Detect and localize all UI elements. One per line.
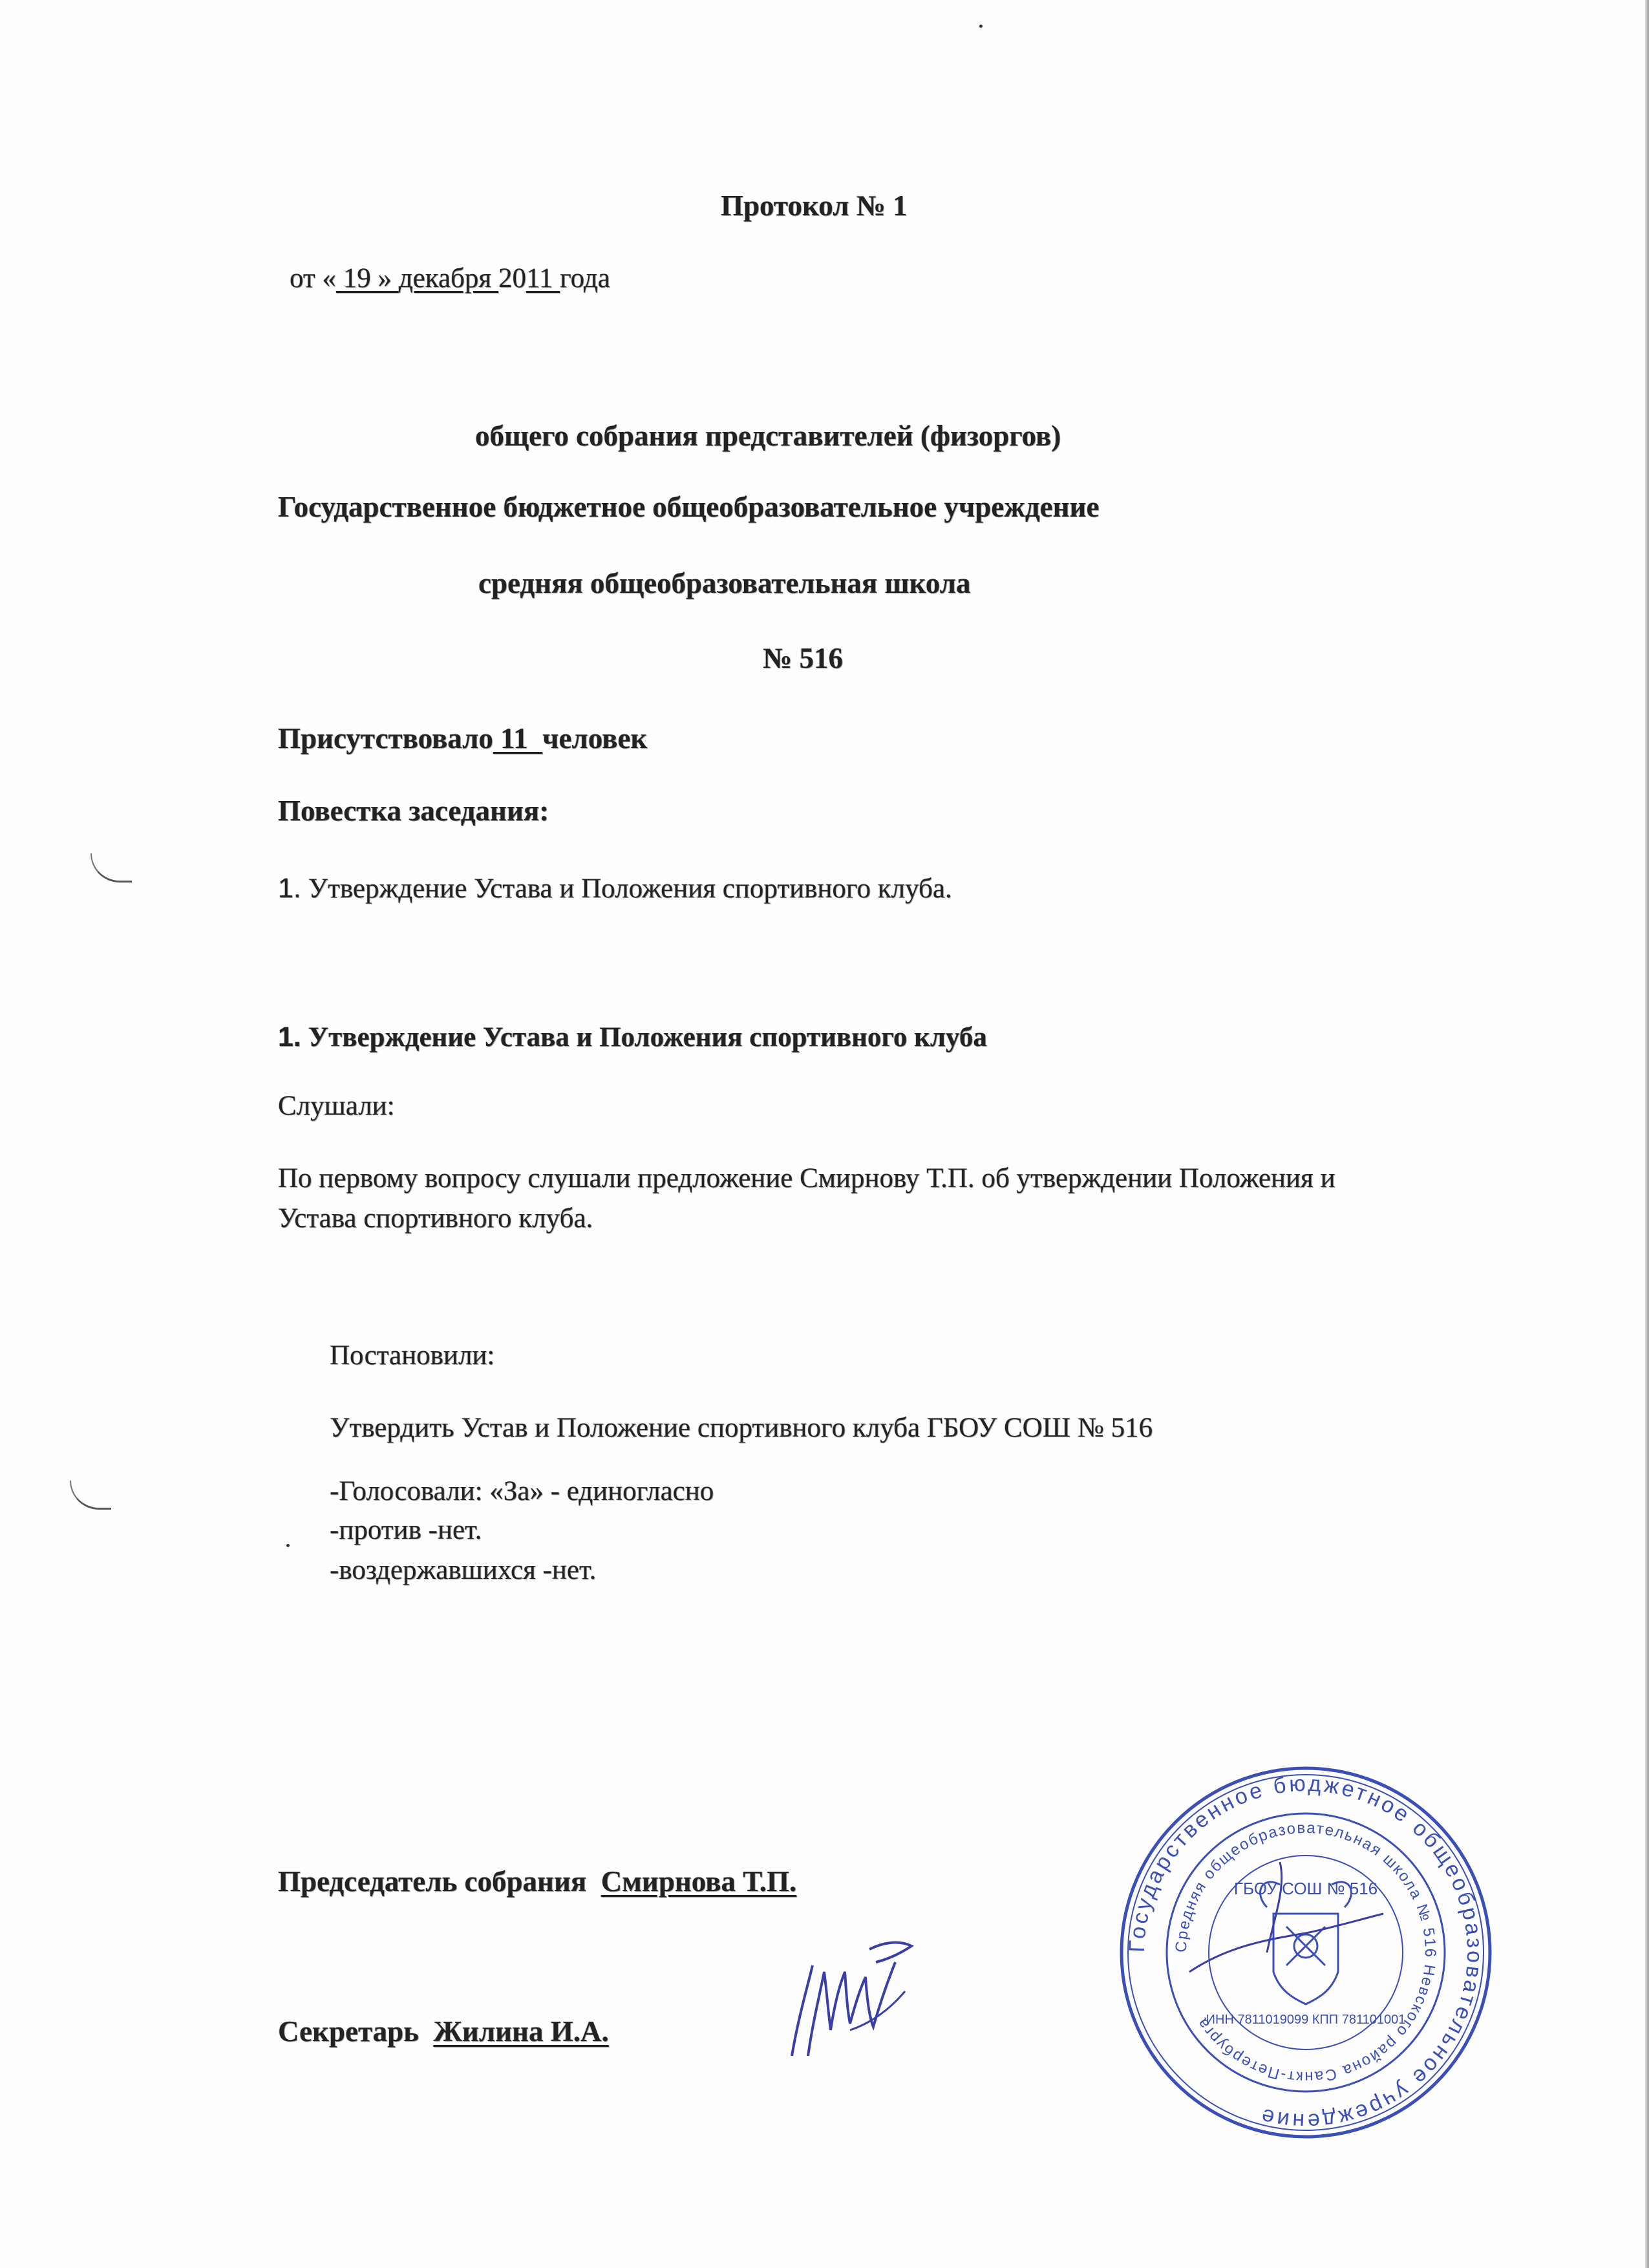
attendance-unit: человек xyxy=(542,722,648,754)
stamp-inner-text: Средняя общеобразовательная школа № 516 Невского района Санкт-Петербурга xyxy=(1172,1819,1440,2086)
document-title: Протокол № 1 xyxy=(721,189,908,222)
heard-label: Слушали: xyxy=(278,1091,395,1121)
attendance-line xyxy=(278,722,647,755)
secretary-label: Секретарь xyxy=(278,2015,419,2048)
date-month: декабря xyxy=(398,263,498,294)
date-prefix: от « xyxy=(290,263,336,294)
org-line-1: общего собрания представителей (физоргов) xyxy=(475,420,1061,452)
date-sep: » xyxy=(378,263,399,294)
section-heading xyxy=(278,1022,987,1053)
decided-text: Утвердить Устав и Положение спортивного клуба ГБОУ СОШ № 516 xyxy=(330,1413,1153,1443)
scan-speck xyxy=(286,1544,290,1547)
stamp-outer-text: Государственное бюджетное общеобразовательное учреждение xyxy=(1124,1771,1487,2134)
date-year-b: 11 xyxy=(526,263,560,294)
scan-edge xyxy=(1645,0,1649,2268)
date-year-a: 20 xyxy=(498,263,526,294)
agenda-item xyxy=(278,873,952,904)
heard-text-line-2: Устава спортивного клуба. xyxy=(278,1203,593,1234)
date-day: 19 xyxy=(335,263,378,294)
agenda-item-text: Утверждение Устава и Положения спортивного клуба. xyxy=(308,873,952,904)
org-line-2: Государственное бюджетное общеобразовательное учреждение xyxy=(278,491,1100,523)
section-title: Утверждение Устава и Положения спортивного клуба xyxy=(308,1022,987,1053)
date-suffix: года xyxy=(560,263,610,294)
chair-name: Смирнова Т.П. xyxy=(601,1865,797,1898)
stamp-abbr: ГБОУ СОШ № 516 xyxy=(1233,1879,1378,1898)
chair-line xyxy=(278,1865,796,1898)
scan-speck xyxy=(979,25,983,28)
agenda-heading: Повестка заседания: xyxy=(278,795,549,827)
vote-for: -Голосовали: «За» - единогласно xyxy=(330,1476,714,1506)
stamp-ids: ИНН 7811019099 КПП 781101001 xyxy=(1206,2013,1406,2027)
heard-text-line-1: По первому вопросу слушали предложение Смирнову Т.П. об утверждении Положения и xyxy=(278,1163,1335,1193)
vote-against: -против -нет. xyxy=(330,1515,482,1545)
vote-abstain: -воздержавшихся -нет. xyxy=(330,1555,597,1585)
attendance-count: 11 xyxy=(493,722,543,754)
agenda-item-number: 1. xyxy=(278,873,301,904)
secretary-line xyxy=(278,2015,609,2048)
chair-label: Председатель собрания xyxy=(278,1865,587,1898)
punch-hole-bottom xyxy=(70,1481,111,1510)
svg-text:Средняя общеобразовательная шк xyxy=(1173,1819,1439,2086)
date-line xyxy=(290,262,610,294)
org-line-3: средняя общеобразовательная школа xyxy=(478,567,971,599)
secretary-name: Жилина И.А. xyxy=(433,2015,609,2048)
official-stamp xyxy=(1112,1759,1500,2146)
attendance-label: Присутствовало xyxy=(278,722,493,754)
stamp-emblem xyxy=(1261,1882,1352,2004)
decided-label: Постановили: xyxy=(330,1340,495,1371)
secretary-signature xyxy=(772,1927,921,2069)
punch-hole-top xyxy=(90,853,132,883)
section-number: 1. xyxy=(278,1022,301,1053)
stamp-overlay-signature xyxy=(1189,1914,1383,1972)
org-line-4: № 516 xyxy=(763,642,843,674)
